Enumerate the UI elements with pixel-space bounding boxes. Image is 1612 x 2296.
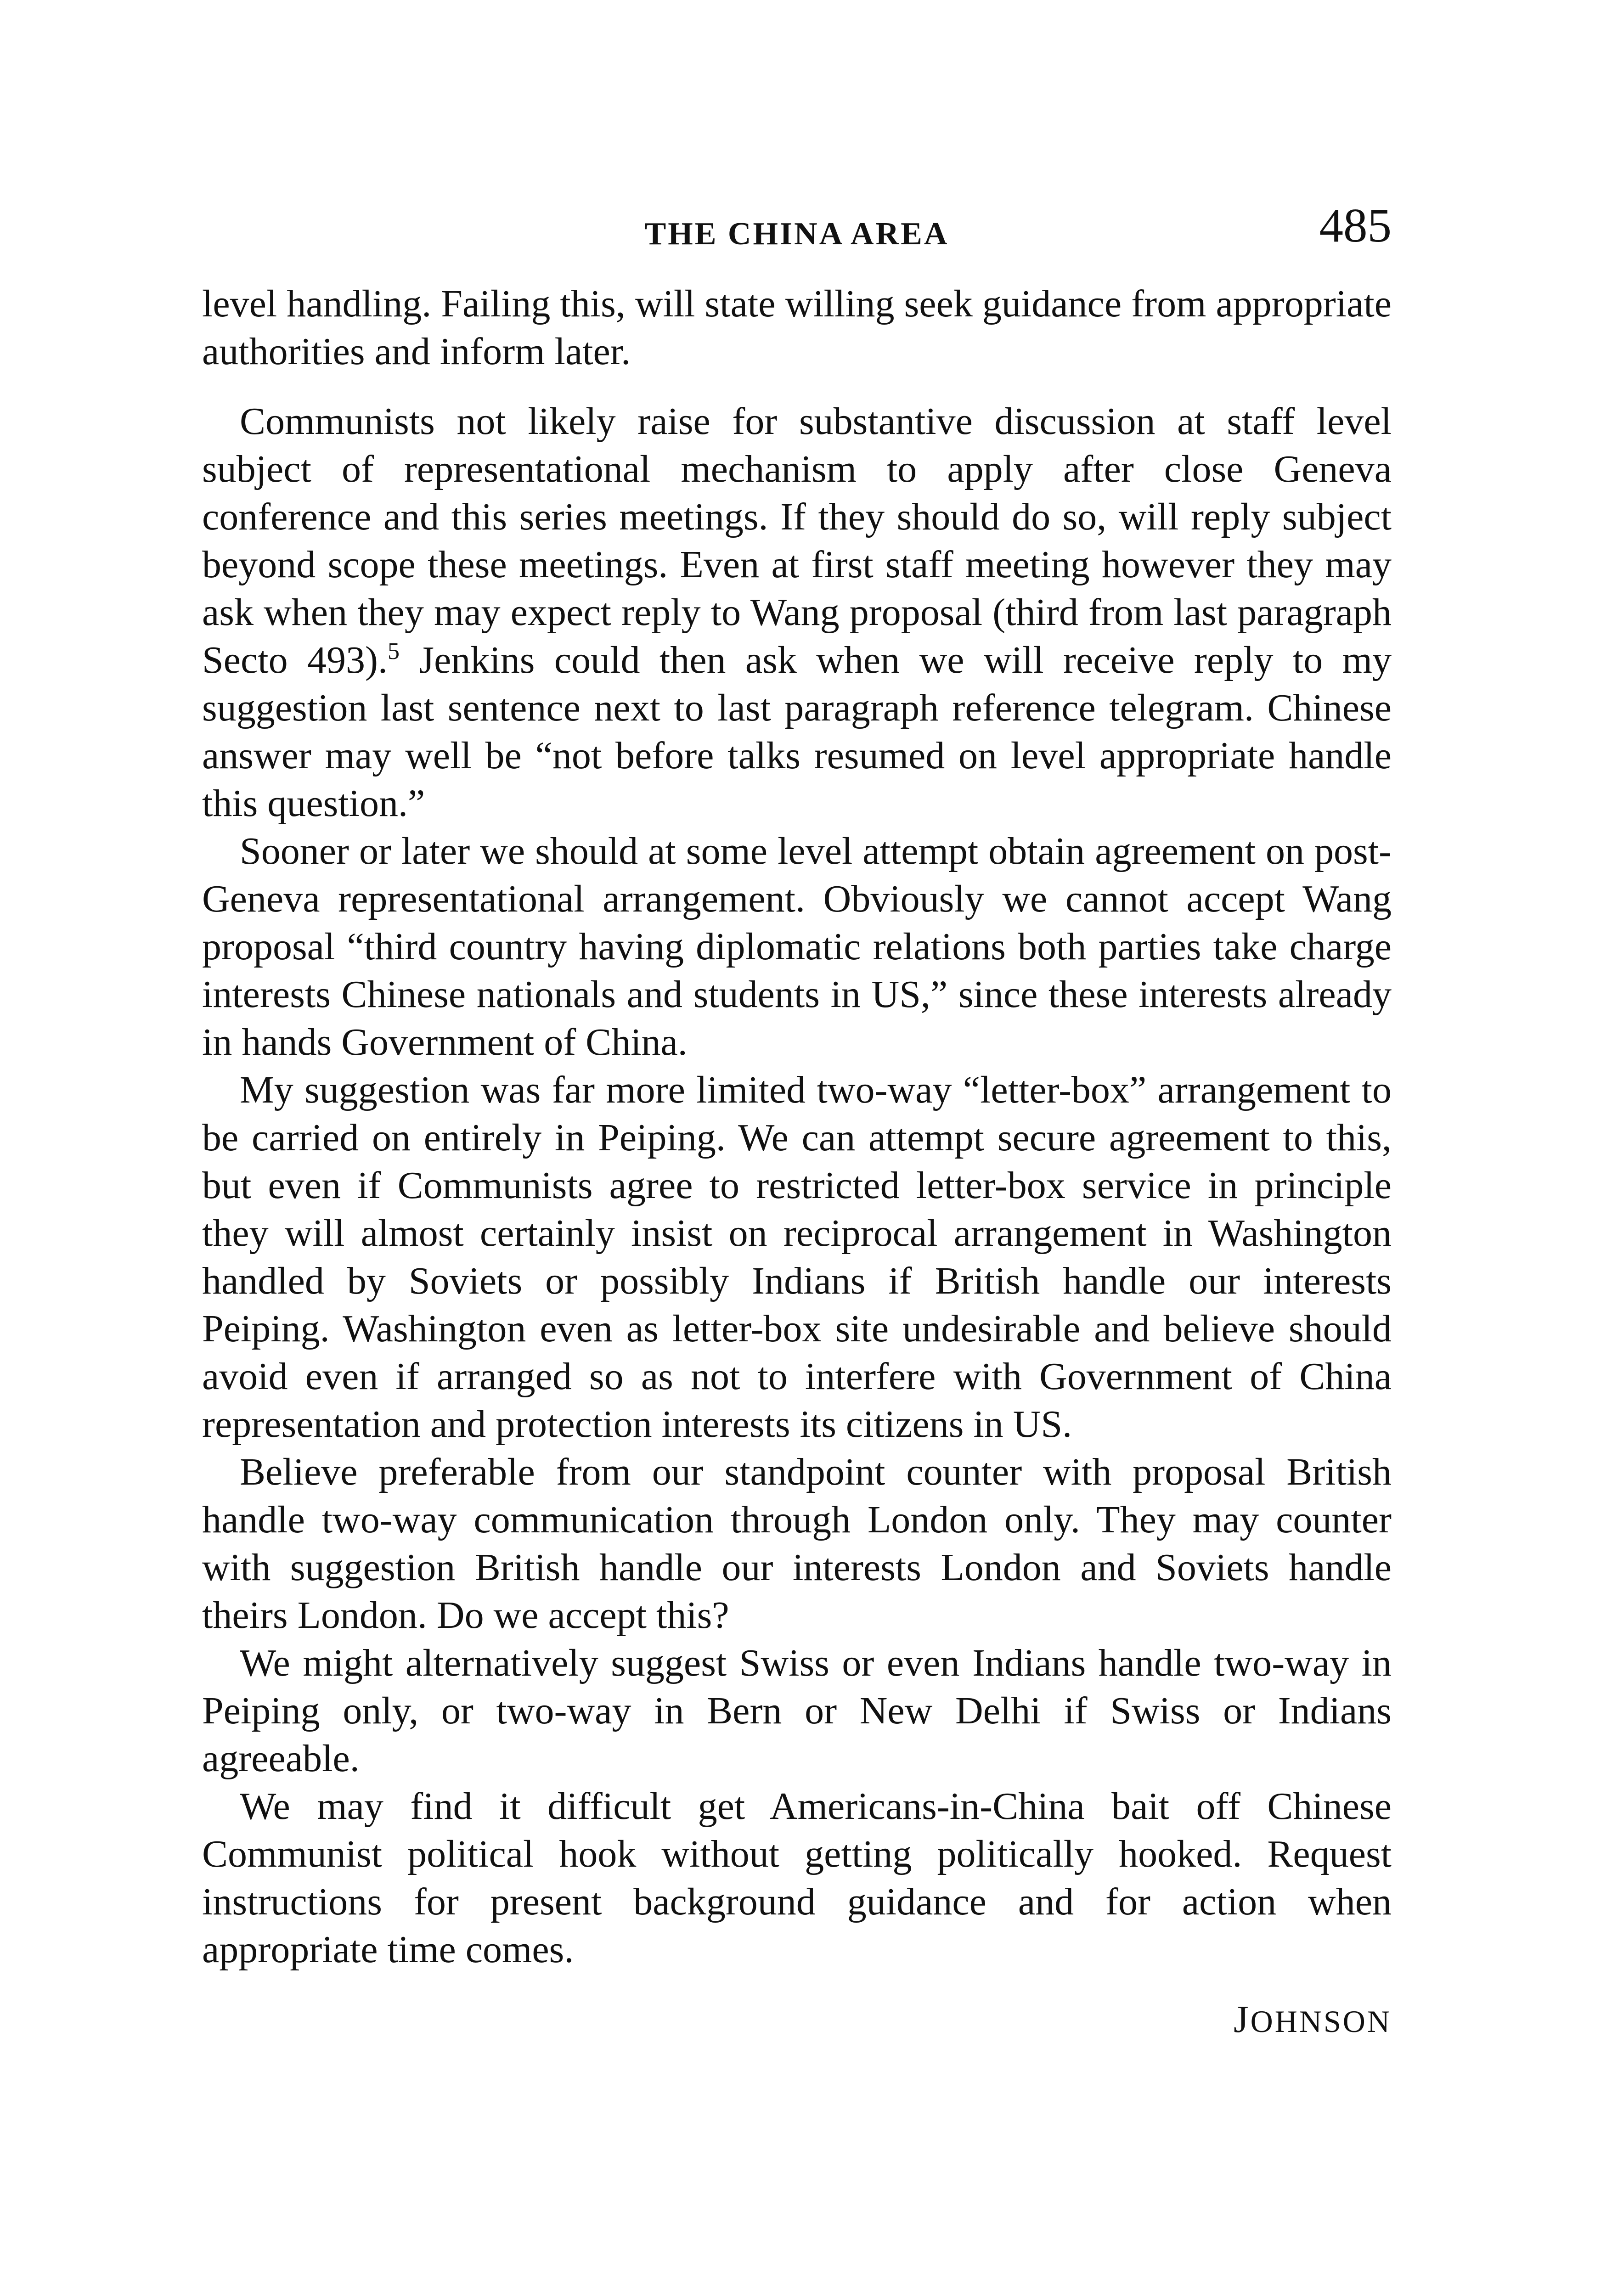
signature-rest: OHNSON — [1250, 2004, 1392, 2039]
paragraph: Sooner or later we should at some level attempt obtain agreement on post-Geneva representational arrangement. Obviously we cannot accept Wang proposal “third country having diplomatic relations both parties take charge interests Chinese nationals and students in US,” since these interests already in hands Government of China. — [202, 830, 1392, 1064]
paragraph: We may find it difficult get Americans-in-China bait off Chinese Communist political hook without getting politically hooked. Request instructions for present background guidance and for action when appropriate time comes. — [202, 1785, 1392, 1971]
footnote-reference: 5 — [388, 638, 400, 664]
paragraph: My suggestion was far more limited two-way “letter-box” arrangement to be carried on entirely in Peiping. We can attempt secure agreement to this, but even if Communists agree to restricted letter-box service in principle they will almost certainly insist on reciprocal arrangement in Washington handled by Soviets or possibly Indians if British handle our interests Peiping. Washington even as letter-box site undesirable and believe should avoid even if arranged so as not to interfere with Government of China representation and protection interests its citizens in US. — [202, 1069, 1392, 1446]
body-text — [202, 280, 1392, 2045]
paragraph — [202, 398, 1392, 827]
paragraph: Believe preferable from our standpoint counter with proposal British handle two-way communication through London only. They may counter with suggestion British handle our interests London and Soviets handle theirs London. Do we accept this? — [202, 1451, 1392, 1637]
running-title: THE CHINA AREA — [644, 216, 949, 252]
paragraph-continued: level handling. Failing this, will state willing seek guidance from appropriate authorities and inform later. — [202, 282, 1392, 373]
paragraph: We might alternatively suggest Swiss or even Indians handle two-way in Peiping only, or two-way in Bern or New Delhi if Swiss or Indians agreeable. — [202, 1642, 1392, 1780]
page-number: 485 — [1319, 198, 1392, 252]
running-head — [202, 198, 1392, 266]
signature — [202, 1996, 1392, 2045]
paragraph-text: Jenkins could then ask when we will receive reply to my suggestion last sentence next to last paragraph reference telegram. Chinese answer may well be “not before talks resumed on level appropriate handle this question.” — [202, 639, 1392, 825]
paragraph-text: Communists not likely raise for substantive discussion at staff level subject of representational mechanism to apply after close Geneva conference and this series meetings. If they should do so, will reply subject beyond scope these meetings. Even at first staff meeting however they may ask when they may expect reply to Wang proposal (third from last paragraph Secto 493). — [202, 400, 1392, 681]
signature-initial: J — [1233, 1998, 1251, 2041]
